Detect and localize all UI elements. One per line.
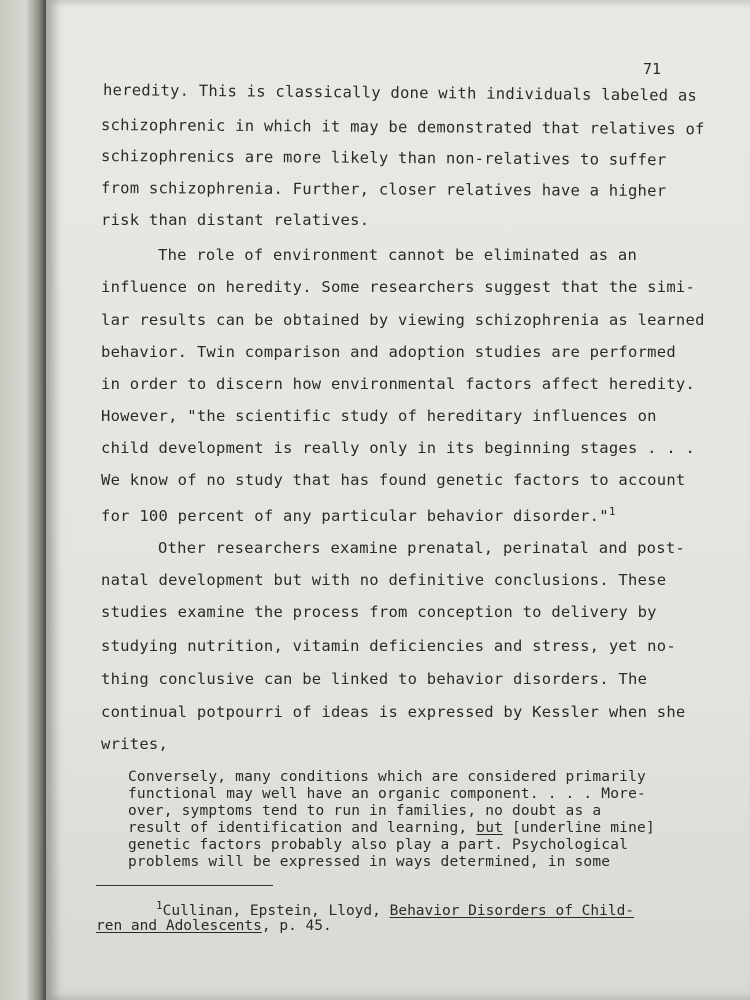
body-line: We know of no study that has found genetic factors to account (101, 471, 686, 489)
body-line: However, "the scientific study of hereditary influences on (101, 407, 657, 425)
body-line: writes, (101, 735, 169, 753)
body-line: The role of environment cannot be eliminated as an (158, 246, 638, 264)
page-number: 71 (643, 60, 662, 78)
footnote-authors: Cullinan, Epstein, Lloyd, (162, 903, 390, 919)
body-line: influence on heredity. Some researchers suggest that the simi- (101, 278, 696, 296)
body-line: in order to discern how environmental factors affect heredity. (101, 375, 696, 393)
quote-text: [underline mine] (503, 820, 655, 836)
body-line: studying nutrition, vitamin deficiencies and stress, yet no- (101, 637, 676, 655)
quote-line-underlined (128, 820, 655, 836)
quote-line: Conversely, many conditions which are considered primarily (128, 769, 646, 785)
footnote-divider (96, 885, 273, 886)
body-line: continual potpourri of ideas is expressed by Kessler when she (101, 703, 686, 721)
body-line: schizophrenics are more likely than non-relatives to suffer (100, 147, 667, 169)
footnote-marker: 1 (156, 899, 163, 912)
underlined-word: but (476, 820, 504, 836)
body-line: schizophrenic in which it may be demonstrated that relatives of (100, 116, 705, 139)
footnote-line (96, 917, 332, 935)
body-line: from schizophrenia. Further, closer relatives have a higher (100, 179, 667, 200)
quote-line: genetic factors probably also play a part. Psychological (128, 837, 629, 853)
document-page (46, 0, 750, 1000)
quote-line: problems will be expressed in ways determined, in some (128, 854, 611, 870)
body-line: lar results can be obtained by viewing schizophrenia as learned (101, 311, 705, 329)
body-line: for 100 percent of any particular behavior disorder." (101, 507, 609, 525)
quote-text: result of identification and learning, (128, 820, 477, 836)
footnote-reference: 1 (608, 505, 616, 518)
body-line-with-footnote (101, 502, 616, 526)
footnote-title: Behavior Disorders of Child- (389, 903, 635, 919)
facing-page-edge (0, 0, 46, 1000)
quote-line: functional may well have an organic component. . . . More- (128, 786, 646, 802)
body-line: thing conclusive can be linked to behavior disorders. The (101, 670, 648, 688)
body-line: behavior. Twin comparison and adoption studies are performed (101, 343, 676, 361)
body-line: risk than distant relatives. (101, 211, 370, 229)
quote-line: over, symptoms tend to run in families, no doubt as a (128, 803, 602, 819)
body-line: child development is really only in its beginning stages . . . (101, 439, 696, 457)
footnote-title: ren and Adolescents (96, 918, 262, 934)
body-line: Other researchers examine prenatal, perinatal and post- (158, 539, 685, 557)
body-line: natal development but with no definitive conclusions. These (101, 571, 667, 589)
footnote-page: , p. 45. (261, 918, 332, 934)
body-line: heredity. This is classically done with individuals labeled as (102, 81, 698, 105)
body-line: studies examine the process from conception to delivery by (101, 603, 657, 621)
